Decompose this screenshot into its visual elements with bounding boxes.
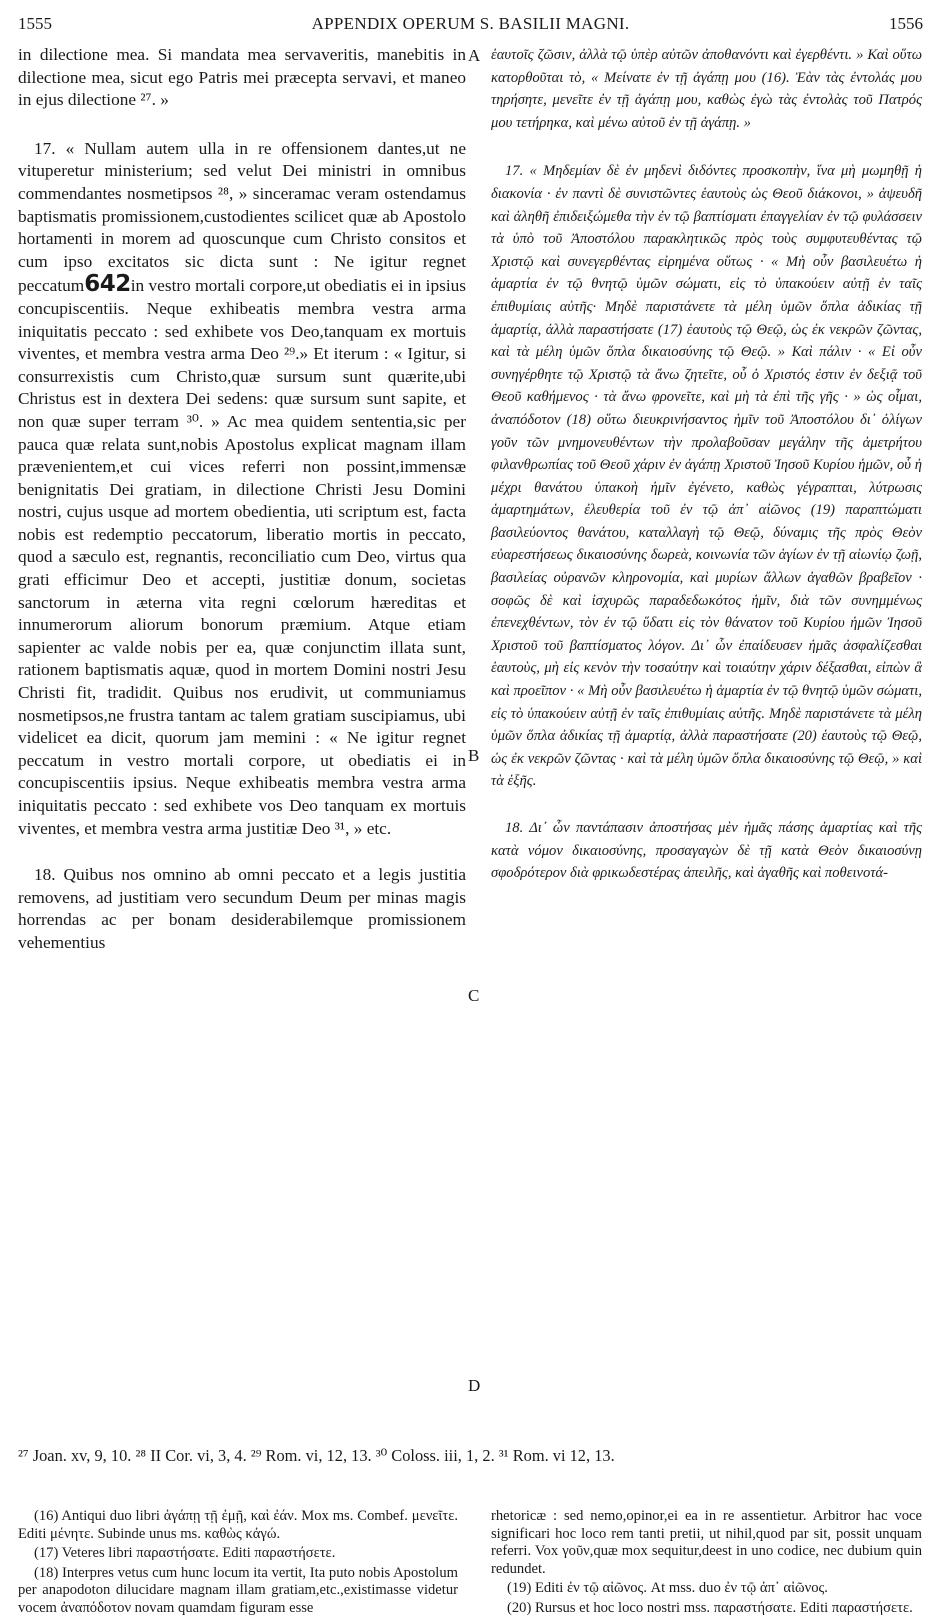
latin-paragraph-2-start: 17. « Nullam autem ulla in re offensionem dantes,ut ne vituperetur ministerium; sed velut Dei ministri in omnibus commendantes nosmetipsos ²⁸, » sinceramac veram ostendamus baptismatis promissionem,custodientes scilicet quæ ab Apostolo hortamenti in morem ad quoscunque cum Christo consitos et cum ipso excitatos sic dicta sunt : Ne igitur regnet peccatum [18,138,466,296]
migne-column-number: 642 [84,271,131,298]
latin-paragraph-1: in dilectione mea. Si mandata mea servaveritis, manebitis in dilectione mea, sicut ego Patris mei præcepta servavi, et maneo in ejus dilectione ²⁷. » [18,45,466,110]
running-title: APPENDIX OPERUM S. BASILII MAGNI. [311,14,630,33]
note-18-continued: rhetoricæ : sed nemo,opinor,ei ea in re assentietur. Arbitror hac voce significari hoc loco rem tanti pretii, ut nihil,quod par sit, possit unquam referri. Vox γοῦν,quæ mox sequitur,deest in uno codice, nec dubium quin redundet. [491,1508,922,1577]
note-20: (20) Rursus et hoc loco nostri mss. παραστήσατε. Editi παραστήσετε. [507,1599,913,1616]
running-header [18,14,923,36]
margin-letter-d: D [468,1376,481,1395]
scripture-references-text: ²⁷ Joan. xv, 9, 10. ²⁸ II Cor. vi, 3, 4. ²⁹ Rom. vi, 12, 13. ³⁰ Coloss. iii, 1, 2. ³¹ Rom. vi 12, 13. [18,1446,615,1465]
note-17: (17) Veteres libri παραστήσατε. Editi παραστήσετε. [34,1545,336,1561]
greek-column [491,44,922,885]
scripture-references [18,1445,923,1466]
note-16: (16) Antiqui duo libri ἀγάπῃ τῇ ἐμῇ, καὶ ἐάν. Mox ms. Combef. μενεῖτε. Editi μένητε. Subinde unus ms. καθὼς κἀγώ. [18,1508,458,1542]
margin-letter-b: B [468,746,480,765]
note-18: (18) Interpres vetus cum hunc locum ita vertit, Ita puto nobis Apostolum per anapodoton dilucidare magnam illam gratiam,etc.,existimasse videtur vocem ἀναπόδοτον novam quamdam figuram esse [18,1564,458,1616]
margin-letter-a: A [468,46,481,65]
latin-column [18,44,466,955]
greek-paragraph-2: 17. « Μηδεμίαν δὲ ἐν μηδενὶ διδόντες προσκοπὴν, ἵνα μὴ μωμηθῇ ἡ διακονία · ἐν παντὶ δὲ συνιστῶντες ἑαυτοὺς ὡς Θεοῦ διάκονοι, » ἀψευδῆ καὶ ἀληθῆ ἐπιδειξώμεθα τὴν ἐν τῷ βαπτίσματι ἐπαγγελίαν ἐν τῷ φυλάσσειν τὰ ὑπὸ τοῦ Ἀποστόλου παρακλητικῶς πρὸς τοὺς συμφυτευθέντας τῷ Χριστῷ καὶ συνεγερθέντας εἰρημένα οὕτως · « Μὴ οὖν βασιλευέτω ἡ ἁμαρτία ἐν τῷ θνητῷ ὑμῶν σώματι, εἰς τὸ ὑπακούειν αὐτῇ ἐν ταῖς ἐπιθυμίαις αὐτῆς· Μηδὲ παριστάνετε τὰ μέλη ὑμῶν ὅπλα ἀδικίας τῇ ἁμαρτίᾳ, ἀλλὰ παραστήσατε (17) ἑαυτοὺς τῷ Θεῷ, ὡς ἐκ νεκρῶν ζῶντας, καὶ τὰ μέλη ὑμῶν ὅπλα δικαιοσύνης τῷ Θεῷ. » Καὶ πάλιν · « Εἰ οὖν συνηγέρθητε τῷ Χριστῷ τὰ ἄνω ζητεῖτε, οὗ ὁ Χριστός ἐστιν ἐν δεξιᾷ τοῦ Θεοῦ καθήμενος · τὰ ἄνω φρονεῖτε, καὶ μὴ τὰ ἐπὶ τῆς γῆς · » ὡς οἶμαι, ἀναπόδοτον (18) οὕτω διευκρινήσαντος ἡμῖν τοῦ Ἀποστόλου δι᾽ ὀλίγων γοῦν τῶν μνημονευθέντων τὴν προλαβοῦσαν μεγάλην τῆς ἀμετρήτου φιλανθρωπίας τοῦ Θεοῦ χάριν ἐν ἀγάπῃ Χριστοῦ Ἰησοῦ Κυρίου ἡμῶν, οὗ ἡ μέχρι θανάτου ὑπακοὴ ἡμῖν ἐγένετο, καθὼς γέγραπται, λύτρωσις ἁμαρτημάτων, ἐλευθερία τοῦ ἐν τῷ ἀπ᾽ αἰῶνος (19) παραπτώματι βασιλεύοντος θανάτου, καταλλαγὴ τῷ Θεῷ, δύναμις τῆς πρὸς Θεὸν εὐαρεστήσεως δικαιοσύνης δωρεὰ, κοινωνία τῶν ἁγίων ἐν τῇ αἰωνίῳ ζωῇ, βασιλείας οὐρανῶν κληρονομία, καὶ μυρίων ἄλλων ἀγαθῶν βραβεῖον · σοφῶς δὲ καὶ ἰσχυρῶς παραδεδωκότος ἡμῖν, διὰ τῶν συνημμένως ἐπενεχθέντων, τὸν ἐν τῷ ὕδατι εἰς τὸν θάνατον τοῦ Κυρίου ἡμῶν Ἰησοῦ Χριστοῦ τοῦ βαπτίσματος λόγον. Δι᾽ ὧν ἐπαίδευσεν ἡμᾶς ἀσφαλίζεσθαι ἑαυτοὺς, μὴ εἰς κενὸν τὴν τοσαύτην καὶ τοιαύτην χάριν δέξασθαι, εἰπὼν ἃ καὶ προεῖπον · « Μὴ οὖν βασιλευέτω ἡ ἁμαρτία ἐν τῷ θνητῷ ὑμῶν σώματι, εἰς τὸ ὑπακούειν αὐτῇ ἐν ταῖς ἐπιθυμίαις αὐτῆς. Μηδὲ παριστάνετε τὰ μέλη ὑμῶν ὅπλα ἀδικίας τῇ ἁμαρτίᾳ, ἀλλὰ παραστήσατε (20) ἑαυτοὺς τῷ Θεῷ, ὡς ἐκ νεκρῶν ζῶντας · καὶ τὰ μέλη ὑμῶν ὅπλα δικαιοσύνης τῷ Θεῷ, » καὶ τὰ ἑξῆς. [491,163,922,790]
notes-left-column [18,1508,458,1619]
margin-letter-c: C [468,986,480,1005]
note-19: (19) Editi ἐν τῷ αἰῶνος. At mss. duo ἐν τῷ ἀπ᾽ αἰῶνος. [507,1580,828,1596]
right-column-number: 1556 [889,14,923,33]
greek-paragraph-1: ἑαυτοῖς ζῶσιν, ἀλλὰ τῷ ὑπὲρ αὐτῶν ἀποθανόντι καὶ ἐγερθέντι. » Καὶ οὕτω κατορθοῦται τὸ, « Μείνατε ἐν τῇ ἀγάπῃ μου (16). Ἐὰν τὰς ἐντολάς μου τηρήσητε, μενεῖτε ἐν τῇ ἀγάπῃ μου, καθὼς ἐγὼ τὰς ἐντολὰς τοῦ Πατρός μου τετήρηκα, καὶ μένω αὐτοῦ ἐν τῇ ἀγάπῃ. » [491,47,922,131]
latin-paragraph-2 [18,138,466,840]
latin-paragraph-2-rest: in vestro mortali corpore,ut obediatis ei in ipsius concupiscentiis. Neque exhibeatis membra vestra arma iniquitatis peccato : sed exhibete vos Deo,tanquam ex mortuis viventes, et membra vestra arma Deo ²⁹.» Et iterum : « Igitur, si consurrexistis cum Christo,quæ sursum sunt quærite,ubi Christus est in dextera Dei sedens: quæ sursum sunt sapite, et non quæ super terram ³⁰. » Ac mea quidem sententia,sic per pauca quæ relata sunt,nobis Apostolus explicat magnam illam prævenientem,et cui vices referri non possint,immensæ benignitatis Dei gratiam, in dilectione Christi Jesu Domini nostri, cujus usque ad mortem obedientia, uti scriptum est, facta nobis est redemptio peccatorum, liberatio mortis in peccato, quod a sæculo est, regnantis, reconciliatio cum Deo, virtus qua grati efficimur Deo et accepti, justitiæ donum, societas sanctorum in æterna vita regni cœlorum hæreditas et innumerorum aliorum bonorum præmium. Atque etiam sapienter ac valde nobis per ea, quæ conjunctim illata sunt, rationem baptismatis aquæ, quod in mortem Domini nostri Jesu Christi fit, tradidit. Quibus nos erudivit, ut communiamus nosmetipsos,ne frustra tantam ac talem gratiam suscipiamus, ubi videlicet ea dicit, quorum jam memini : « Ne igitur regnet peccatum in vestro mortali corpore, ut obediatis ei in concupiscentiis ipsius. Neque exhibeatis membra vestra arma iniquitatis peccato : sed exhibete vos Deo tanquam ex mortuis viventes, et membra vestra arma justitiæ Deo ³¹, » etc. [18,276,466,838]
notes-right-column [491,1508,922,1619]
latin-paragraph-3: 18. Quibus nos omnino ab omni peccato et a legis justitia removens, ad justitiam vero secundum Deum per minas magis horrendas ac per bonam desiderabilemque promissionem vehementius [18,865,466,952]
greek-paragraph-3: 18. Δι᾽ ὧν παντάπασιν ἀποστήσας μὲν ἡμᾶς πάσης ἁμαρτίας καὶ τῆς κατὰ νόμον δικαιοσύνης, προσαγαγὼν δὲ τῇ κατὰ Θεὸν δικαιοσύνῃ σφοδρότερον διὰ φρικωδεστέρας ἀπειλῆς, καὶ ἀγαθῆς καὶ ποθεινοτά- [491,820,922,882]
left-column-number: 1555 [18,14,52,33]
